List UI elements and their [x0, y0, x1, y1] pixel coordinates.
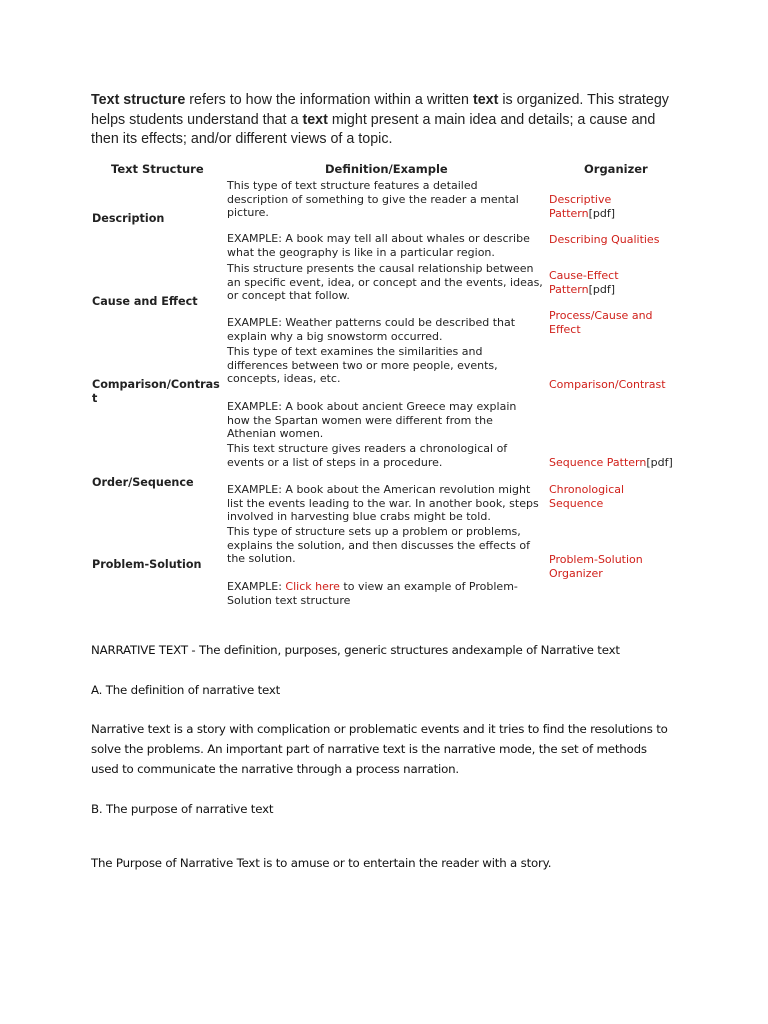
intro-term-text-2: text: [302, 111, 328, 128]
cause-effect-pattern-link[interactable]: Cause-Effect Pattern: [549, 269, 619, 296]
section-b-paragraph: The Purpose of Narrative Text is to amuse or to entertain the reader with a story.: [91, 856, 552, 870]
process-cause-effect-link[interactable]: Process/Cause and Effect: [549, 309, 653, 336]
row-description-organizer-1: [549, 193, 659, 220]
section-b-heading: B. The purpose of narrative text: [91, 802, 274, 816]
sequence-pattern-link[interactable]: Sequence Pattern: [549, 456, 647, 469]
section-a-paragraph: Narrative text is a story with complication or problematic events and it tries to find the resolutions to solve the problems. An important part of narrative text is the narrative mode, the set of methods used to communicate the narrative through a process narration.: [91, 722, 668, 776]
example-suffix: to view an example of Problem-Solution text structure: [227, 580, 518, 607]
problem-solution-organizer-link[interactable]: Problem-Solution Organizer: [549, 553, 643, 580]
row-problem-solution-label: Problem-Solution: [92, 558, 202, 571]
intro-term-text-1: text: [472, 92, 499, 108]
row-comparison-label: Comparison/Contrast: [92, 378, 220, 405]
pdf-tag: [pdf]: [588, 282, 615, 296]
row-cause-effect-example: EXAMPLE: Weather patterns could be described that explain why a big snowstorm occurred.: [227, 316, 516, 343]
row-order-sequence-label: Order/Sequence: [92, 476, 194, 489]
intro-paragraph: [91, 91, 681, 150]
chronological-sequence-link[interactable]: Chronological Sequence: [549, 483, 625, 510]
row-comparison-example: EXAMPLE: A book about ancient Greece may explain how the Spartan women were different from the Athenian women.: [227, 400, 517, 440]
row-order-sequence-example: EXAMPLE: A book about the American revolution might list the events leading to the war. In another book, steps involved in harvesting blue crabs might be told.: [227, 483, 539, 523]
row-description-example: EXAMPLE: A book may tell all about whales or describe what the geography is like in a particular region.: [227, 232, 530, 259]
intro-text-3: might present a main idea and details; a cause and then its effects; and/or different views of a topic.: [91, 111, 656, 147]
row-cause-effect-organizer-1: [549, 269, 639, 296]
row-description-definition: This type of text structure features a detailed description of something to give the reader a mental picture.: [227, 179, 519, 219]
row-description-label: Description: [92, 212, 165, 225]
row-cause-effect-definition: This structure presents the causal relationship between an specific event, idea, or concept and the events, ideas, or concept that follow.: [227, 262, 543, 302]
row-problem-solution-definition: This type of structure sets up a problem or problems, explains the solution, and then discusses the effects of the solution.: [227, 525, 531, 565]
header-definition-example: Definition/Example: [325, 162, 448, 176]
section-a-heading: A. The definition of narrative text: [91, 683, 281, 697]
pdf-tag: [pdf]: [588, 206, 615, 220]
row-order-sequence-definition: This text structure gives readers a chronological of events or a list of steps in a procedure.: [227, 442, 508, 469]
intro-term: Text structure: [91, 92, 186, 108]
pdf-tag: [pdf]: [646, 456, 673, 469]
header-text-structure: Text Structure: [111, 162, 204, 176]
row-cause-effect-label: Cause and Effect: [92, 295, 198, 308]
row-comparison-definition: This type of text examines the similarities and differences between two or more people, events, concepts, ideas, etc.: [227, 345, 498, 385]
descriptive-pattern-link[interactable]: Descriptive Pattern: [549, 193, 612, 220]
describing-qualities-link[interactable]: Describing Qualities: [549, 233, 660, 246]
narrative-title: NARRATIVE TEXT - The definition, purposes, generic structures andexample of Narrative text: [91, 643, 620, 657]
row-order-sequence-organizer-1: [549, 456, 699, 470]
comparison-contrast-link[interactable]: Comparison/Contrast: [549, 378, 666, 391]
intro-text-1: refers to how the information within a written: [185, 92, 473, 108]
click-here-link[interactable]: Click here: [285, 580, 340, 593]
row-problem-solution-example: [227, 580, 545, 607]
intro-text-2: is organized. This strategy helps students understand that a: [91, 92, 669, 128]
example-prefix: EXAMPLE:: [227, 580, 286, 593]
header-organizer: Organizer: [584, 162, 648, 176]
